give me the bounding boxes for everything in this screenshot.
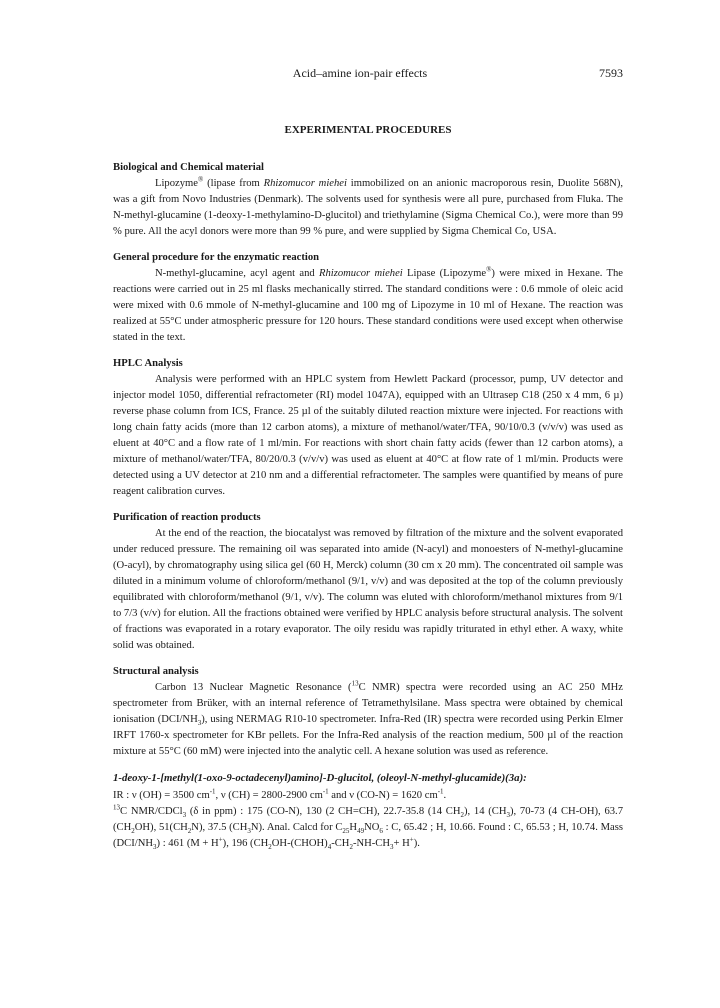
compound-heading: 1-deoxy-1-[methyl(1-oxo-9-octadecenyl)amino]-D-glucitol, (oleoyl-N-methyl-glucamide)(3a): (113, 772, 527, 784)
section-title: EXPERIMENTAL PROCEDURES (284, 124, 452, 136)
heading-materials: Biological and Chemical material (113, 162, 264, 173)
heading-hplc: HPLC Analysis (113, 358, 183, 369)
nmr-analysis-data: $^{13}$C NMR/CDCl$_3$ (δ in ppm) : 175 (CO-N), 130 (2 CH=CH), 22.7-35.8 (14 $CH_2$), 14 $(CH_3)$, 70-73 (4 CH-OH), 63.7 $(CH_2OH)$, $51(CH_2N)$, 37.5 $(CH_3N)$. Anal. Calcd for $C_{25}H_{49}NO_6$ : C, 65.42 ; H, 10.66. Found : C, 65.53 ; H, 10.74. Mass $(DCI/NH_3)$ : 461 (M + H+), 196 $(CH_2OH-(CHOH)_4-CH_2-NH-CH_3+ H^+)$. (113, 803, 623, 852)
paragraph-hplc: Analysis were performed with an HPLC system from Hewlett Packard (processor, pump, UV detector and injector model 1050, differential refractometer (RI) model 1047A), equipped with an Ultrasep C18 (250 x 4 mm, 6 µ) reverse phase column from ICS, France. 25 µl of the suitably diluted reaction mixture were injected. For reactions with long chain fatty acids (more than 12 carbon atoms), a mixture of methanol/water/TFA, 90/10/0.3 (v/v/v) was used as eluent at 40°C and a flow rate of 1 ml/min. For reactions with short chain fatty acids (fewer than 12 carbon atoms), a mixture of methanol/water/TFA, 80/20/0.3 (v/v/v) was used as eluent at 40°C at flow rate of 1 ml/min. Products were detected using a UV detector at 210 nm and a differential refractometer. The samples were quantified by means of pure reagent calibration curves. (113, 374, 623, 497)
page-number: 7593 (599, 66, 623, 80)
ir-data: IR : ν (OH) = 3500 $cm^{-1}$, ν (CH) = 2800-2900 $cm^{-1}$ and ν (CO-N) = 1620 $cm^{-1}$. (113, 787, 447, 801)
paragraph-structural: Carbon 13 Nuclear Magnetic Resonance ($^{13}$C NMR) spectra were recorded using an AC 250 MHz spectrometer from Brüker, with an internal reference of Tetramethylsilane. Mass spectra were obtained by chemical ionisation $(DCI/NH_3)$, using NERMAG R10-10 spectrometer. Infra-Red (IR) spectra were recorded using Perkin Elmer IRFT 1760-x spectrometer for KBr pellets. For the Infra-Red analysis of the reaction medium, 500 µl of the reaction mixture at 55°C (60 mM) were injected into the analytic cell. A hexane solution was used as reference. (113, 679, 624, 757)
article-body (113, 122, 623, 852)
heading-enzymatic: General procedure for the enzymatic reaction (113, 252, 320, 263)
running-title: Acid–amine ion-pair effects (292, 66, 428, 80)
paragraph-materials: Lipozyme® (lipase from Rhizomucor miehei immobilized on an anionic macroporous resin, Duolite 568N), was a gift from Novo Industries (Denmark). The solvents used for synthesis were all pure, purchased from Fluka. The N-methyl-glucamine (1-deoxy-1-methylamino-D-glucitol) and triethylamine (Sigma Chemical Co.), were more than 99 % pure. All the acyl donors were more than 99 % pure, and were supplied by Sigma Chemical Co, USA. (113, 175, 623, 237)
paragraph-purification: At the end of the reaction, the biocatalyst was removed by filtration of the mixture and the solvent evaporated under reduced pressure. The remaining oil was separated into amide (N-acyl) and monoesters of N-methyl-glucamine (O-acyl), by chromatography using silica gel (60 H, Merck) column (30 cm x 20 mm). The concentrated oil sample was diluted in a minimum volume of chloroform/methanol (9/1, v/v) and was deposited at the top of the column previously equilibrated with chloroform/methanol (9/1, v/v). The column was eluted with chloroform/methanol mixtures from 9/1 to 7/3 (v/v) for elution. All the fractions obtained were verified by HPLC analysis before structural analysis. The solvent of fractions was evaporated in a rotary evaporator. The oily residu was rapidly triturated in ethyl ether. A waxy, white solid was obtained. (113, 528, 623, 651)
heading-structural: Structural analysis (113, 666, 199, 677)
heading-purification: Purification of reaction products (113, 512, 261, 523)
paragraph-enzymatic: N-methyl-glucamine, acyl agent and Rhizomucor miehei Lipase (Lipozyme®) were mixed in Hexane. The reactions were carried out in 25 ml flasks mechanically stirred. The standard conditions were : 0.6 mmole of oleic acid were mixed with 0.6 mmole of N-methyl-glucamine and 100 mg of Lipozyme in 10 ml of Hexane. The reaction was realized at 55°C under atmospheric pressure for 120 hours. These standard conditions were used except when otherwise stated in the text. (113, 265, 623, 343)
